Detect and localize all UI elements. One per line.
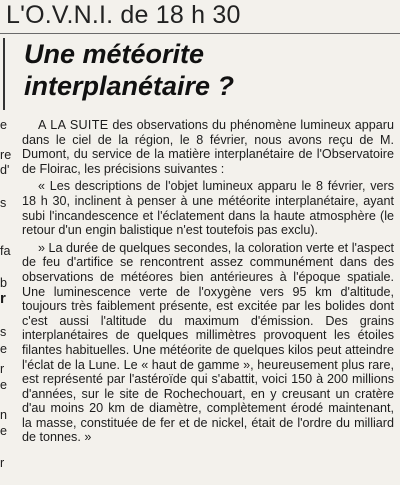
edge-fragment: fa: [0, 244, 11, 258]
intro-paragraph: [22, 118, 394, 176]
column-rule: [3, 38, 5, 110]
edge-fragment: re: [0, 148, 12, 162]
intro-text: des observations du phénomène lumineux apparu dans le ciel de la région, le 8 février, nous avons reçu de M. Dumont, du service de la matière interplanétaire de l'Observatoire de Floirac, les précisions suivantes :: [22, 118, 395, 176]
quote-paragraph-1: « Les descriptions de l'objet lumineux apparu le 8 février, vers 18 h 30, inclinent à penser à une météorite interplanétaire, ayant subi l'incandescence et l'éclatement dans la haute atmosphère (le retour d'un engin balistique n'est toutefois pas exclu).: [22, 179, 394, 238]
edge-fragment: r: [0, 290, 6, 307]
headline-line-2: interplanétaire ?: [24, 71, 235, 101]
edge-fragment: b: [0, 276, 8, 290]
edge-fragment: e: [0, 118, 8, 132]
quote-paragraph-2: » La durée de quelques secondes, la coloration verte et l'aspect de feu d'artifice se rencontrent assez communément dans des observations de météores bien antérieures à l'époque spatiale. Une luminescence verte de l'oxygène vers 95 km d'altitude, toujours très faiblement présente, est excitée par les bolides dont c'est aussi l'altitude du maximum d'émission. Des grains interplanétaires de quelques millimètres provoquent les étoiles filantes habituelles. Une météorite de quelques kilos peut atteindre l'éclat de la Lune. Le « haut de gamme », heureusement plus rare, est représenté par l'astéroïde qui s'abattit, voici 150 à 200 millions d'années, sur le site de Rochechouart, en y creusant un cratère d'au moins 20 km de diamètre, complètement érodé maintenant, la masse, constituée de fer et de nickel, était de l'ordre du milliard de tonnes. »: [22, 240, 394, 445]
article-body: [22, 118, 394, 448]
header-divider: [0, 33, 400, 34]
edge-fragment: d': [0, 163, 10, 177]
lead-in: A LA SUITE: [38, 118, 109, 132]
edge-fragment: e: [0, 424, 8, 438]
headline-line-1: Une météorite: [24, 39, 205, 69]
kicker: L'O.V.N.I. de 18 h 30: [6, 1, 241, 29]
edge-fragment: s: [0, 196, 7, 210]
edge-fragment: r: [0, 362, 5, 376]
edge-fragment: n: [0, 408, 8, 422]
headline: [24, 38, 234, 102]
edge-fragment: s: [0, 325, 7, 339]
edge-fragment: r: [0, 456, 5, 470]
edge-fragment: e: [0, 378, 8, 392]
edge-fragment: e: [0, 342, 8, 356]
